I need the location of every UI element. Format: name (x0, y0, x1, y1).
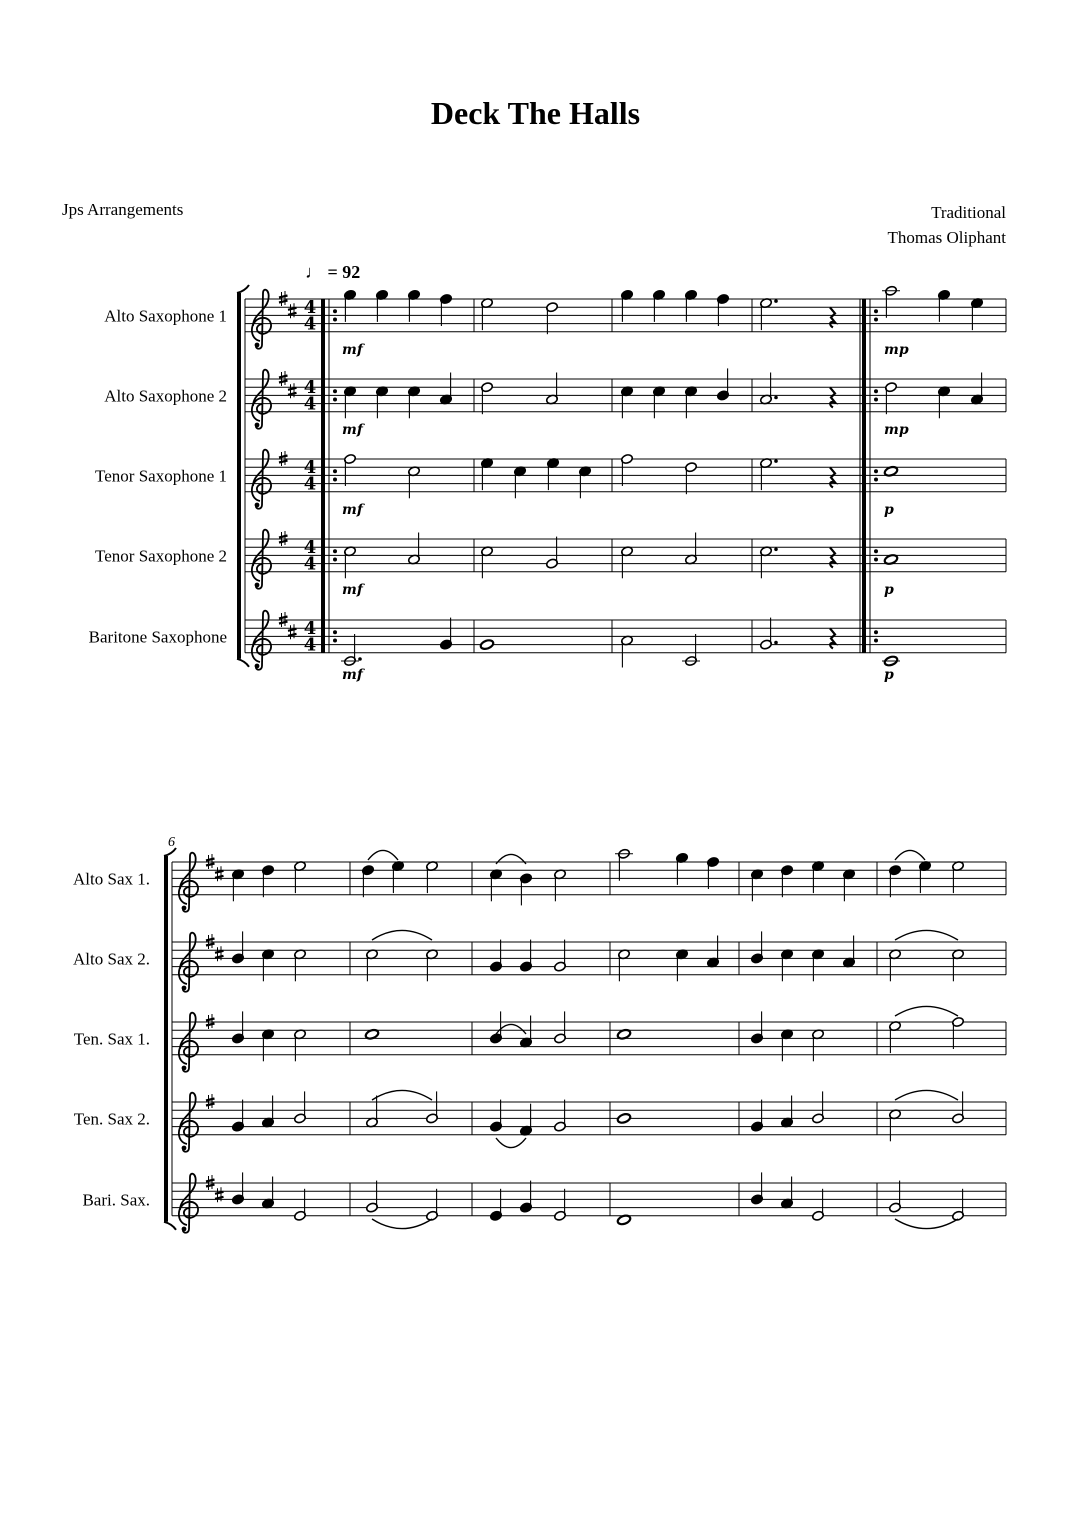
note (232, 1011, 245, 1044)
sharp-icon (288, 383, 297, 398)
note (520, 1016, 533, 1049)
slur (372, 1090, 432, 1100)
sharp-bar (279, 301, 288, 303)
instrument-name: Alto Saxophone 1 (104, 306, 227, 326)
dynamic-marking: mf (342, 666, 363, 683)
repeat-dot (333, 630, 337, 634)
note (262, 1029, 275, 1062)
note (889, 865, 902, 898)
treble-clef-icon (182, 986, 187, 991)
note (232, 1100, 245, 1133)
note (480, 639, 495, 651)
quarter-rest-icon (830, 307, 835, 327)
repeat-dot (874, 478, 878, 482)
sharp-icon (288, 303, 297, 318)
note (707, 936, 720, 969)
note (781, 949, 794, 982)
repeat-dot (874, 469, 878, 473)
note (919, 861, 932, 894)
note (408, 289, 421, 322)
treble-clef-icon (255, 423, 260, 428)
note (717, 293, 730, 326)
repeat-dot (874, 318, 878, 322)
repeat-dot (874, 639, 878, 643)
sharp-bar (215, 951, 224, 953)
note (952, 861, 965, 894)
quarter-rest-icon (830, 387, 835, 407)
repeat-dot (874, 558, 878, 562)
repeat-dot (874, 309, 878, 313)
note (490, 1189, 503, 1222)
instrument-name: Tenor Saxophone 1 (95, 466, 227, 486)
note (751, 1172, 764, 1205)
dynamic-marking: mf (342, 341, 363, 358)
note (262, 1177, 275, 1210)
tempo-value: = 92 (327, 262, 361, 282)
note (554, 1189, 567, 1222)
sharp-bar (206, 859, 215, 861)
note (366, 1096, 379, 1129)
note (520, 873, 533, 906)
note (889, 1021, 902, 1054)
dot (774, 459, 778, 463)
note (760, 618, 778, 651)
note (760, 458, 778, 491)
note (617, 1113, 632, 1125)
note (579, 466, 592, 499)
note (547, 458, 560, 491)
note (889, 949, 902, 982)
note (952, 1189, 965, 1222)
time-signature-bottom: 4 (303, 634, 317, 656)
sharp-bar (215, 1192, 224, 1194)
note (440, 618, 453, 651)
note (952, 949, 965, 982)
note (341, 634, 362, 667)
sharp-bar (206, 1019, 215, 1021)
sharp-bar (279, 296, 288, 298)
note (366, 949, 379, 982)
dynamic-marking: mp (884, 421, 909, 438)
note (520, 940, 533, 973)
quarter-note-icon: ♩ (305, 262, 323, 282)
lyricist-line: Thomas Oliphant (887, 228, 1006, 247)
repeat-dot (874, 398, 878, 402)
instrument-name: Ten. Sax 2. (73, 1109, 150, 1129)
composer-line: Traditional (931, 203, 1006, 222)
time-signature-top: 4 (303, 537, 317, 559)
slur (368, 850, 398, 860)
note (426, 949, 439, 982)
time-signature-bottom: 4 (303, 473, 317, 495)
note (843, 869, 856, 902)
note (554, 869, 567, 902)
repeat-dot (333, 478, 337, 482)
dot (774, 548, 778, 552)
slur (895, 850, 925, 860)
sharp-bar (288, 393, 297, 395)
note (440, 293, 453, 326)
note (440, 373, 453, 406)
sharp-bar (206, 1185, 215, 1187)
sharp-bar (279, 381, 288, 383)
quarter-rest-icon (830, 467, 835, 487)
note (520, 1104, 533, 1137)
note (885, 382, 898, 415)
instrument-name: Ten. Sax 1. (73, 1029, 150, 1049)
sharp-bar (215, 876, 224, 878)
system-1 (89, 285, 1006, 683)
note (554, 1100, 567, 1133)
slur (895, 1219, 958, 1229)
note (408, 386, 421, 419)
note (781, 1096, 794, 1129)
note (653, 289, 666, 322)
note (490, 869, 503, 902)
dynamic-marking: mf (342, 421, 363, 438)
bracket-icon (164, 1222, 176, 1230)
slur (895, 930, 958, 940)
note (546, 373, 559, 406)
treble-clef-icon (182, 1066, 187, 1071)
note (344, 546, 357, 579)
note (760, 298, 778, 331)
dynamic-marking: p (884, 581, 894, 598)
dynamic-marking: mf (342, 501, 363, 518)
note (812, 1029, 825, 1062)
note (682, 634, 700, 667)
sharp-bar (288, 308, 297, 310)
note (490, 1100, 503, 1133)
note (554, 1011, 567, 1044)
sharp-bar (206, 1024, 215, 1026)
instrument-name: Baritone Saxophone (88, 627, 227, 647)
note (481, 382, 494, 415)
note (426, 1091, 439, 1124)
sharp-bar (279, 461, 288, 463)
time-signature-bottom: 4 (303, 313, 317, 335)
note (621, 635, 634, 668)
sharp-bar (279, 622, 288, 624)
sharp-bar (206, 1104, 215, 1106)
note (938, 386, 951, 419)
treble-clef-icon (182, 906, 187, 911)
repeat-dot (874, 389, 878, 393)
note (362, 865, 375, 898)
note (520, 1181, 533, 1214)
sharp-bar (206, 864, 215, 866)
note (490, 1011, 503, 1044)
note (781, 1177, 794, 1210)
bracket-icon (237, 659, 249, 667)
dynamic-marking: mf (342, 581, 363, 598)
note (812, 861, 825, 894)
slur (496, 1138, 526, 1148)
sharp-bar (279, 541, 288, 543)
notehead (617, 1113, 632, 1125)
note (490, 940, 503, 973)
treble-clef-icon (255, 583, 260, 588)
note (366, 1181, 379, 1214)
time-signature-top: 4 (303, 297, 317, 319)
note (232, 869, 245, 902)
note (262, 865, 275, 898)
sharp-bar (206, 939, 215, 941)
time-signature-top: 4 (303, 377, 317, 399)
sharp-bar (206, 1180, 215, 1182)
bracket-icon (237, 285, 249, 293)
note (781, 865, 794, 898)
sharp-icon (215, 946, 224, 961)
note (344, 386, 357, 419)
note (294, 1029, 307, 1062)
quarter-rest-icon (830, 628, 835, 648)
note (971, 298, 984, 331)
note (707, 856, 720, 889)
slur (895, 1006, 958, 1016)
repeat-dot (333, 639, 337, 643)
note (889, 1181, 902, 1214)
note (971, 373, 984, 406)
treble-clef-icon (255, 343, 260, 348)
note (938, 289, 951, 322)
sharp-bar (288, 313, 297, 315)
dot (774, 641, 778, 645)
note (232, 931, 245, 964)
note (685, 462, 698, 495)
note (717, 368, 730, 401)
sharp-icon (215, 1187, 224, 1202)
note (262, 949, 275, 982)
sharp-bar (206, 1099, 215, 1101)
repeat-dot (333, 309, 337, 313)
instrument-name: Alto Sax 1. (73, 869, 150, 889)
note (481, 458, 494, 491)
note (889, 1109, 902, 1142)
note (546, 537, 559, 570)
treble-clef-icon (255, 503, 260, 508)
sharp-bar (215, 1197, 224, 1199)
repeat-dot (333, 558, 337, 562)
note (760, 373, 778, 406)
note (344, 453, 357, 486)
note (621, 546, 634, 579)
note (408, 533, 421, 566)
note (514, 466, 527, 499)
note (760, 546, 778, 579)
note (653, 386, 666, 419)
time-signature-top: 4 (303, 618, 317, 640)
note (262, 1096, 275, 1129)
slur (372, 930, 432, 940)
repeat-dot (874, 630, 878, 634)
note (554, 940, 567, 973)
note (685, 533, 698, 566)
note (621, 386, 634, 419)
repeat-dot (333, 318, 337, 322)
notehead (480, 639, 495, 651)
time-signature-bottom: 4 (303, 393, 317, 415)
sharp-icon (288, 624, 297, 639)
repeat-dot (874, 549, 878, 553)
note (376, 289, 389, 322)
sharp-bar (288, 388, 297, 390)
repeat-dot (333, 389, 337, 393)
dynamic-marking: p (884, 666, 894, 683)
sharp-bar (279, 536, 288, 538)
note (621, 289, 634, 322)
measure-number: 6 (168, 835, 175, 850)
note (882, 285, 900, 318)
note (751, 1011, 764, 1044)
system-2 (73, 835, 1006, 1233)
note (882, 655, 900, 667)
sharp-bar (206, 944, 215, 946)
treble-clef-icon (182, 1146, 187, 1151)
note (426, 1189, 439, 1222)
note (376, 386, 389, 419)
sharp-bar (279, 376, 288, 378)
note (843, 936, 856, 969)
instrument-name: Tenor Saxophone 2 (95, 546, 227, 566)
note (685, 289, 698, 322)
note (812, 1091, 825, 1124)
note (546, 302, 559, 335)
note (481, 546, 494, 579)
repeat-dot (333, 469, 337, 473)
sharp-icon (215, 866, 224, 881)
instrument-name: Alto Saxophone 2 (104, 386, 227, 406)
note (751, 1100, 764, 1133)
note (294, 949, 307, 982)
note (676, 949, 689, 982)
sharp-bar (215, 956, 224, 958)
note (294, 861, 307, 894)
sharp-bar (279, 617, 288, 619)
note (781, 1029, 794, 1062)
dot (358, 657, 362, 661)
treble-clef-icon (255, 664, 260, 669)
note (812, 1189, 825, 1222)
note (685, 386, 698, 419)
slur (895, 1090, 958, 1100)
sharp-bar (288, 629, 297, 631)
note (615, 848, 633, 881)
note (392, 861, 405, 894)
sharp-bar (215, 871, 224, 873)
note (232, 1172, 245, 1205)
quarter-rest-icon (830, 547, 835, 567)
slur (372, 1219, 432, 1229)
arranger: Jps Arrangements (62, 200, 184, 219)
slur (496, 854, 526, 864)
sharp-bar (279, 456, 288, 458)
note (408, 466, 421, 499)
instrument-name: Alto Sax 2. (73, 949, 150, 969)
page-title: Deck The Halls (430, 95, 641, 131)
note (294, 1189, 307, 1222)
note (952, 1016, 965, 1049)
instrument-name: Bari. Sax. (82, 1190, 150, 1210)
note (621, 453, 634, 486)
repeat-dot (333, 398, 337, 402)
time-signature-bottom: 4 (303, 553, 317, 575)
note (812, 949, 825, 982)
note (294, 1091, 307, 1124)
repeat-dot (333, 549, 337, 553)
note (344, 289, 357, 322)
dynamic-marking: p (884, 501, 894, 518)
note (481, 298, 494, 331)
note (751, 869, 764, 902)
treble-clef-icon (182, 1227, 187, 1232)
note (751, 931, 764, 964)
note (618, 949, 631, 982)
note (426, 861, 439, 894)
dot (774, 299, 778, 303)
sharp-bar (288, 634, 297, 636)
note (676, 852, 689, 885)
dynamic-marking: mp (884, 341, 909, 358)
dot (774, 396, 778, 400)
time-signature-top: 4 (303, 457, 317, 479)
note (952, 1091, 965, 1124)
